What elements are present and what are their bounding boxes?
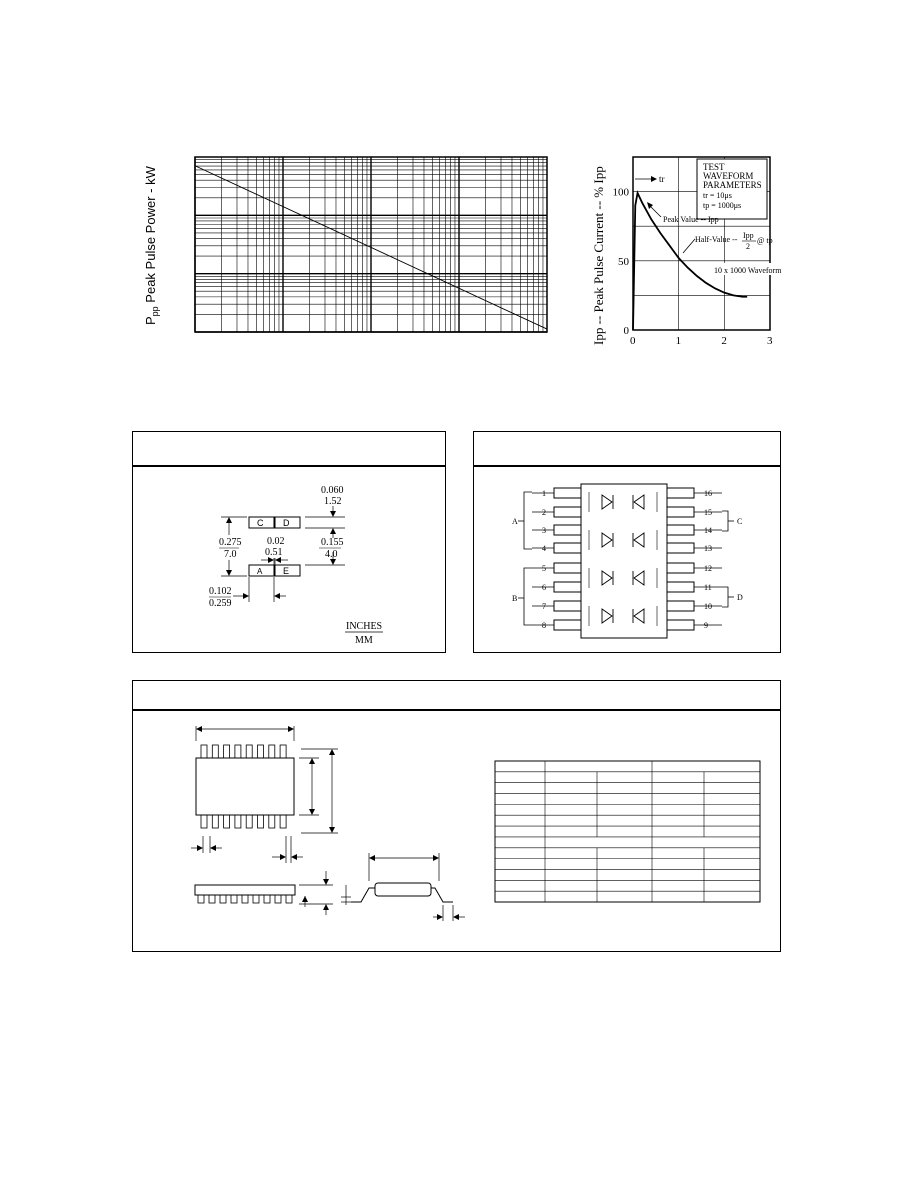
dim-mid-inches: 0.02 — [267, 536, 285, 547]
top-lead — [269, 745, 275, 758]
test-waveform-chart — [585, 145, 790, 355]
pin-left-label: 5 — [542, 564, 546, 573]
top-lead — [201, 745, 207, 758]
pin-left-1 — [554, 488, 581, 498]
legend-line2: WAVEFORM — [703, 171, 754, 181]
pin-left-label: 3 — [542, 526, 546, 535]
group-a-bracket — [524, 492, 532, 549]
schematic-pins — [532, 488, 722, 630]
bottom-lead — [258, 815, 264, 828]
half-value-suffix: @ tp — [757, 236, 773, 245]
chart2-ytick: 50 — [618, 255, 629, 268]
package-body-outline — [581, 484, 667, 638]
chart2-yticks — [613, 187, 630, 337]
dim-top-inches: 0.060 — [321, 485, 344, 496]
pin-right-9 — [667, 620, 694, 630]
group-b-label: B — [512, 594, 518, 603]
pin-right-label: 11 — [704, 583, 712, 592]
pin-left-label: 4 — [542, 544, 546, 553]
tvs-diode-left — [602, 571, 612, 585]
pin-right-label: 12 — [704, 564, 712, 573]
half-value-frac-top: Ipp — [743, 231, 754, 240]
group-c-bracket — [722, 511, 728, 531]
end-view-lead-right — [431, 888, 453, 902]
pad-d-label: D — [283, 518, 290, 528]
pin-left-3 — [554, 525, 581, 535]
top-lead — [235, 745, 241, 758]
pin-right-label: 10 — [704, 602, 712, 611]
bottom-lead — [280, 815, 286, 828]
units-legend-mm: MM — [355, 635, 373, 646]
chart2-xtick: 3 — [767, 335, 773, 347]
pin-left-label: 8 — [542, 621, 546, 630]
pin-left-8 — [554, 620, 581, 630]
pin-right-12 — [667, 563, 694, 573]
half-value-frac-bottom: 2 — [746, 242, 750, 251]
dim-bottom-arrow-left — [243, 593, 249, 599]
tvs-diode-left — [602, 495, 612, 509]
pin-left-4 — [554, 543, 581, 553]
dim-top-arrow-bottom — [330, 528, 336, 534]
pin-right-label: 14 — [704, 526, 712, 535]
top-width-arrow-left — [196, 726, 202, 732]
foot-arrow-right — [453, 914, 459, 920]
dim-bottom-inches: 0.102 — [209, 586, 232, 597]
peak-label: Peak Value -- Ipp — [663, 215, 719, 224]
half-value-arrow — [683, 239, 695, 253]
dim-right-mm: 4.0 — [325, 549, 338, 560]
foot-arrow-left — [437, 914, 443, 920]
dim-mid-mm: 0.51 — [265, 547, 283, 558]
dim-top-arrow-top — [330, 511, 336, 517]
chart2-xticks — [630, 335, 773, 347]
top-lead — [258, 745, 264, 758]
side-lead — [220, 895, 226, 903]
bottom-lead — [235, 815, 241, 828]
dim-bottom-arrow-right — [274, 593, 280, 599]
pin-right-14 — [667, 525, 694, 535]
table-frame — [495, 761, 760, 902]
top-view-body — [196, 758, 294, 815]
chart2-ylabel: Ipp -- Peak Pulse Current -- % Ipp — [591, 166, 606, 345]
peak-pulse-power-chart — [135, 140, 560, 350]
legend-line1: TEST — [703, 162, 725, 172]
pin-right-label: 16 — [704, 489, 712, 498]
package-outline-panel — [132, 680, 781, 952]
pin-right-label: 15 — [704, 508, 712, 517]
pin-left-label: 1 — [542, 489, 546, 498]
bottom-lead — [224, 815, 230, 828]
tvs-diode-right — [634, 609, 644, 623]
end-w-arrow-right — [433, 855, 439, 861]
end-view-lead-left — [351, 888, 375, 902]
legend-line4: tr = 10μs — [703, 191, 732, 200]
pin-right-10 — [667, 601, 694, 611]
schematic-diodes — [589, 492, 657, 626]
side-lead — [264, 895, 270, 903]
top-lead — [280, 745, 286, 758]
top-lead — [212, 745, 218, 758]
side-lead — [209, 895, 215, 903]
pad-layout-panel — [132, 431, 446, 653]
lead-w-arrow-right — [291, 854, 297, 860]
side-lead — [198, 895, 204, 903]
chart2-xtick: 0 — [630, 335, 636, 347]
side-lead — [231, 895, 237, 903]
group-c-label: C — [737, 517, 743, 526]
group-a-label: A — [512, 517, 518, 526]
dim-right-inches: 0.155 — [321, 537, 344, 548]
chart2-xtick: 2 — [721, 335, 727, 347]
pitch-arrow-left — [197, 845, 203, 851]
dim-bottom-mm: 0.259 — [209, 598, 232, 609]
pad-e-label: E — [283, 566, 290, 576]
half-value-label: Half-Value -- — [695, 235, 738, 244]
chart2-ytick: 0 — [623, 325, 629, 337]
pitch-arrow-right — [210, 845, 216, 851]
pad-layout-drawing — [133, 432, 445, 652]
tvs-diode-right — [634, 495, 644, 509]
pad-c-label: C — [257, 518, 264, 528]
waveform-label: 10 x 1000 Waveform — [714, 266, 782, 275]
tvs-diode-right — [634, 571, 644, 585]
legend-line3: PARAMETERS — [703, 180, 762, 190]
dim-left-inches: 0.275 — [219, 537, 242, 548]
group-b-bracket — [524, 568, 532, 625]
bottom-lead — [201, 815, 207, 828]
tvs-diode-left — [602, 533, 612, 547]
dim-left-arrow-bottom — [226, 570, 232, 576]
pin-left-6 — [554, 582, 581, 592]
pin-right-15 — [667, 507, 694, 517]
schematic-panel — [473, 431, 781, 653]
standoff-arrow — [302, 896, 308, 902]
side-lead — [242, 895, 248, 903]
schematic-drawing — [474, 432, 780, 652]
bottom-lead — [246, 815, 252, 828]
pin-right-label: 9 — [704, 621, 708, 630]
side-lead — [275, 895, 281, 903]
tr-arrowhead — [651, 176, 657, 182]
pin-left-label: 7 — [542, 602, 546, 611]
side-lead — [286, 895, 292, 903]
body-height-arrow-top — [309, 758, 315, 764]
side-view-leads — [198, 895, 292, 903]
pin-right-13 — [667, 543, 694, 553]
end-view-body — [375, 883, 431, 896]
tr-label: tr — [659, 174, 665, 184]
bottom-lead — [269, 815, 275, 828]
pin-left-2 — [554, 507, 581, 517]
group-d-label: D — [737, 593, 743, 602]
height-arrow-bottom — [329, 827, 335, 833]
tvs-diode-left — [602, 609, 612, 623]
tvs-diode-right — [634, 533, 644, 547]
end-w-arrow-left — [369, 855, 375, 861]
pin-right-11 — [667, 582, 694, 592]
legend-line5: tp = 1000μs — [703, 201, 742, 210]
dim-left-mm: 7.0 — [224, 549, 237, 560]
chart2-ytick: 100 — [612, 186, 629, 199]
pin-left-label: 6 — [542, 583, 546, 592]
pin-left-7 — [554, 601, 581, 611]
side-lead — [253, 895, 259, 903]
top-lead — [246, 745, 252, 758]
top-width-arrow-right — [288, 726, 294, 732]
group-d-bracket — [722, 587, 728, 607]
units-legend-inches: INCHES — [346, 621, 383, 632]
pad-a-label: A — [257, 567, 263, 576]
top-view-leads — [201, 745, 286, 828]
package-outline-drawing — [133, 681, 780, 951]
bottom-lead — [212, 815, 218, 828]
body-height-arrow-bottom — [309, 809, 315, 815]
lead-w-arrow-left — [280, 854, 286, 860]
side-h-arrow-top — [323, 879, 329, 885]
dim-left-arrow-top — [226, 517, 232, 523]
dim-top-mm: 1.52 — [324, 496, 342, 507]
pin-left-label: 2 — [542, 508, 546, 517]
pin-right-16 — [667, 488, 694, 498]
pin-left-5 — [554, 563, 581, 573]
side-view-body — [195, 885, 295, 895]
height-arrow-top — [329, 749, 335, 755]
chart2-xtick: 1 — [675, 335, 682, 347]
pin-right-label: 13 — [704, 544, 712, 553]
top-lead — [224, 745, 230, 758]
side-h-arrow-bottom — [323, 904, 329, 910]
chart1-grid — [195, 157, 547, 332]
chart1-ylabel: $P_{pp}$ Peak Pulse Power - kW — [143, 166, 160, 325]
dimension-table — [495, 761, 760, 902]
